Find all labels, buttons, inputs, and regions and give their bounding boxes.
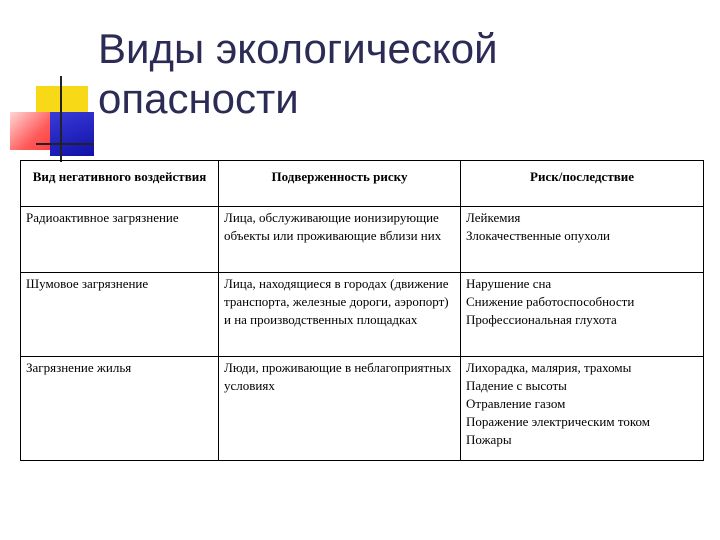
risk-item: Падение с высоты (466, 378, 567, 393)
slide-title (98, 24, 698, 124)
risk-item: Злокачественные опухоли (466, 228, 611, 243)
risk-item: Лейкемия (466, 210, 521, 225)
cell-impact: Загрязнение жилья (21, 357, 219, 461)
risk-item: Пожары (466, 432, 512, 447)
risk-item: Профессиональная глухота (466, 312, 617, 327)
decor-horizontal-line (36, 143, 94, 145)
cell-impact: Радиоактивное загрязнение (21, 207, 219, 273)
risk-item: Поражение электрическим током (466, 414, 651, 429)
table-row (21, 273, 704, 357)
risk-item: Лихорадка, малярия, трахомы (466, 360, 632, 375)
risk-item: Отравление газом (466, 396, 566, 411)
header-risk: Риск/последствие (461, 161, 704, 207)
cell-exposure: Люди, проживающие в неблагоприятных условиях (219, 357, 461, 461)
header-impact-type: Вид негативного воздействия (21, 161, 219, 207)
slide-title-line-1: Виды экологической (98, 25, 498, 72)
table-header-row (21, 161, 704, 207)
cell-exposure: Лица, находящиеся в городах (движение транспорта, железные дороги, аэропорт) и на производственных площадках (219, 273, 461, 357)
table-row (21, 207, 704, 273)
cell-impact: Шумовое загрязнение (21, 273, 219, 357)
hazards-table (20, 160, 704, 461)
risk-item: Снижение работоспособности (466, 294, 635, 309)
slide-title-line-2: опасности (98, 75, 299, 122)
header-exposure: Подверженность риску (219, 161, 461, 207)
decor-blue-square (50, 112, 94, 156)
cell-risks (461, 273, 704, 357)
table-row (21, 357, 704, 461)
decor-vertical-line (60, 76, 62, 162)
risk-item: Нарушение сна (466, 276, 552, 291)
cell-risks (461, 357, 704, 461)
cell-exposure: Лица, обслуживающие ионизирующие объекты или проживающие вблизи них (219, 207, 461, 273)
cell-risks (461, 207, 704, 273)
